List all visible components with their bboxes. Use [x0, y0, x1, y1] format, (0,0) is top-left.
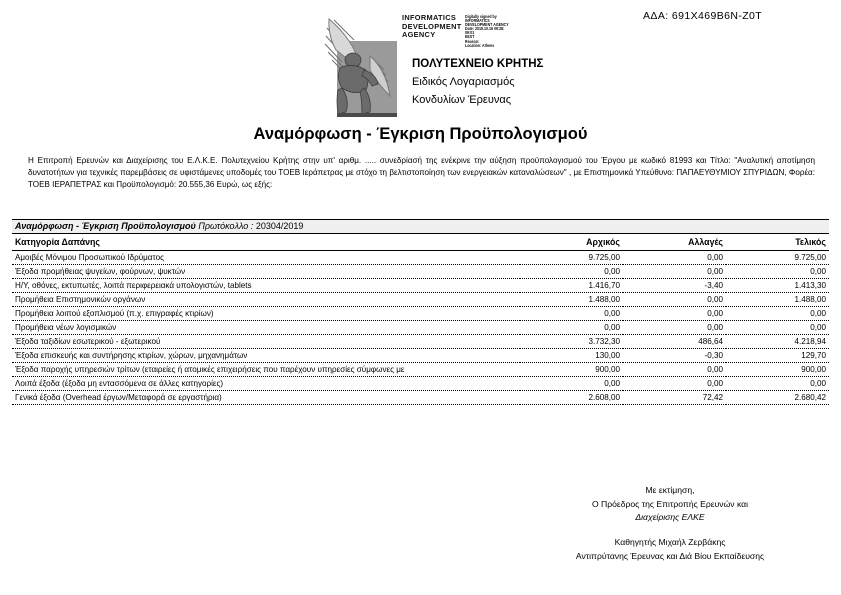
row-final: 900,00 [726, 363, 829, 377]
row-changes: -3,40 [623, 279, 726, 293]
table-row [12, 321, 829, 335]
row-label: Έξοδα προμήθειας ψυγείων, φούρνων, ψυκτών [12, 265, 520, 279]
document-header [320, 13, 544, 119]
row-label: Γενικά έξοδα (Overhead έργων/Μεταφορά σε εργαστήρια) [12, 391, 520, 405]
stamp-line-6: EEST [465, 34, 475, 40]
row-final: 2.680,42 [726, 391, 829, 405]
ida-logo [402, 13, 535, 48]
stamp-line-2: INFORMATICS [465, 18, 490, 24]
budget-table-section [12, 219, 829, 405]
row-changes: 0,00 [623, 251, 726, 265]
row-final: 1.413,30 [726, 279, 829, 293]
row-label: Προμήθεια Επιστημονικών οργάνων [12, 293, 520, 307]
row-initial: 130,00 [520, 349, 623, 363]
row-final: 1.488,00 [726, 293, 829, 307]
row-initial: 3.732,30 [520, 335, 623, 349]
ida-logo-text: INFORMATICS DEVELOPMENT AGENCY [402, 13, 462, 40]
table-row [12, 307, 829, 321]
row-label: Λοιπά έξοδα (έξοδα μη εντασσόμενα σε άλλες κατηγορίες) [12, 377, 520, 391]
stamp-line-3: DEVELOPMENT AGENCY [465, 22, 509, 28]
intro-text: Η Επιτροπή Ερευνών και Διαχείρισης του Ε.Λ.Κ.Ε. Πολυτεχνείου Κρήτης στην υπ' αριθμ. ..... συνεδρίασή της ενέκρινε την αύξηση προϋπολογισμού του Έργου με κωδικό 81993 και Τίτλο: "Αναλυτική αποτίμηση δυνατοτήτων για τεχνικές παρεμβάσεις σε υφιστάμενες υποδομές του ΤΟΕΒ Ιεράπετρας με στόχο τη βελτιστοποίηση των ενεργειακών καταναλώσεων" , με Επιστημονικά Υπεύθυνο: ΠΑΠΑΕΥΘΥΜΙΟΥ ΣΠΥΡΙΔΩΝ, Φορέα: ΤΟΕΒ ΙΕΡΑΠΕΤΡΑΣ και Προϋπολογισμό: 20.555,36 Ευρώ, ως εξής: [28, 156, 815, 189]
row-initial: 9.725,00 [520, 251, 623, 265]
row-changes: 0,00 [623, 363, 726, 377]
row-changes: 0,00 [623, 307, 726, 321]
row-label: Έξοδα ταξιδίων εσωτερικού - εξωτερικού [12, 335, 520, 349]
signatory-name: Καθηγητής Μιχαήλ Ζερβάκης [614, 537, 726, 547]
university-emblem-icon [320, 14, 400, 118]
president-title-line-2: Διαχείρισης ΕΛΚΕ [635, 512, 705, 522]
band-protocol-value: 20304/2019 [255, 221, 304, 231]
signatory-role: Αντιπρύτανης Έρευνας και Διά Βίου Εκπαίδευσης [575, 550, 765, 561]
row-changes: 0,00 [623, 377, 726, 391]
ada-code: ΑΔΑ: 691Χ469Β6Ν-Ζ0Τ [643, 10, 763, 22]
row-initial: 0,00 [520, 265, 623, 279]
stamp-line-5: 09:01 [465, 30, 475, 36]
stamp-line-1: Digitally signed by [465, 14, 497, 19]
row-changes: 0,00 [623, 293, 726, 307]
budget-table [12, 234, 829, 405]
row-initial: 1.416,70 [520, 279, 623, 293]
digital-signature-stamp [465, 14, 535, 47]
row-final: 0,00 [726, 321, 829, 335]
table-row [12, 349, 829, 363]
org-line-funds: Κονδυλίων Έρευνας [412, 94, 512, 106]
signature-name-block [520, 536, 820, 563]
row-label: Έξοδα επισκευής και συντήρησης κτιρίων, χώρων, μηχανημάτων [12, 349, 520, 363]
row-label: Έξοδα παροχής υπηρεσιών τρίτων (εταιρείες ή ατομικές επιχειρήσεις που παρέχουν υπηρεσίες σύμφωνες με [12, 363, 520, 377]
stamp-line-8: Location: Athens [465, 42, 495, 48]
signature-closing [520, 484, 820, 525]
org-line-university: ΠΟΛΥΤΕΧΝΕΙΟ ΚΡΗΤΗΣ [412, 58, 544, 70]
row-changes: 486,64 [623, 335, 726, 349]
row-final: 129,70 [726, 349, 829, 363]
organization-name [412, 56, 542, 109]
table-row [12, 377, 829, 391]
column-header-changes: Αλλαγές [623, 234, 726, 251]
president-title-line-1: Ο Πρόεδρος της Επιτροπής Ερευνών και [591, 498, 749, 509]
emblem-figure-icon [320, 14, 400, 118]
row-final: 0,00 [726, 307, 829, 321]
row-initial: 900,00 [520, 363, 623, 377]
row-changes: 0,00 [623, 321, 726, 335]
table-row [12, 265, 829, 279]
row-final: 0,00 [726, 377, 829, 391]
column-header-initial: Αρχικός [520, 234, 623, 251]
table-row [12, 391, 829, 405]
column-header-category: Κατηγορία Δαπάνης [12, 234, 520, 251]
table-header-row [12, 234, 829, 251]
closing-line: Με εκτίμηση, [645, 485, 695, 495]
row-changes: 0,00 [623, 265, 726, 279]
row-final: 9.725,00 [726, 251, 829, 265]
band-title: Αναμόρφωση - Έγκριση Προϋπολογισμού [15, 221, 196, 231]
table-row [12, 363, 829, 377]
table-band-header [12, 219, 829, 234]
table-row [12, 335, 829, 349]
row-changes: 72,42 [623, 391, 726, 405]
row-initial: 2.608,00 [520, 391, 623, 405]
row-final: 4.218,94 [726, 335, 829, 349]
row-initial: 0,00 [520, 307, 623, 321]
row-initial: 0,00 [520, 377, 623, 391]
page-title: Αναμόρφωση - Έγκριση Προϋπολογισμού [253, 125, 588, 143]
table-row [12, 279, 829, 293]
band-protocol-label: Πρωτόκολλο : [198, 221, 256, 231]
row-label: Η/Υ, οθόνες, εκτυπωτές, λοιπά περιφερειακά υπολογιστών, tablets [12, 279, 520, 293]
intro-paragraph [28, 155, 815, 191]
stamp-line-7: Reason: [465, 38, 480, 44]
stamp-line-4: Date: 2019.10.16 09:28: [465, 26, 505, 32]
row-label: Αμοιβές Μόνιμου Προσωπικού Ιδρύματος [12, 251, 520, 265]
row-changes: -0,30 [623, 349, 726, 363]
org-line-account: Ειδικός Λογαριασμός [412, 76, 515, 88]
table-row [12, 251, 829, 265]
row-initial: 1.488,00 [520, 293, 623, 307]
table-row [12, 293, 829, 307]
row-initial: 0,00 [520, 321, 623, 335]
row-label: Προμήθεια νέων λογισμικών [12, 321, 520, 335]
row-final: 0,00 [726, 265, 829, 279]
column-header-final: Τελικός [726, 234, 829, 251]
row-label: Προμήθεια λοιπού εξοπλισμού (π.χ. επιγραφές κτιρίων) [12, 307, 520, 321]
budget-table-body [12, 251, 829, 405]
